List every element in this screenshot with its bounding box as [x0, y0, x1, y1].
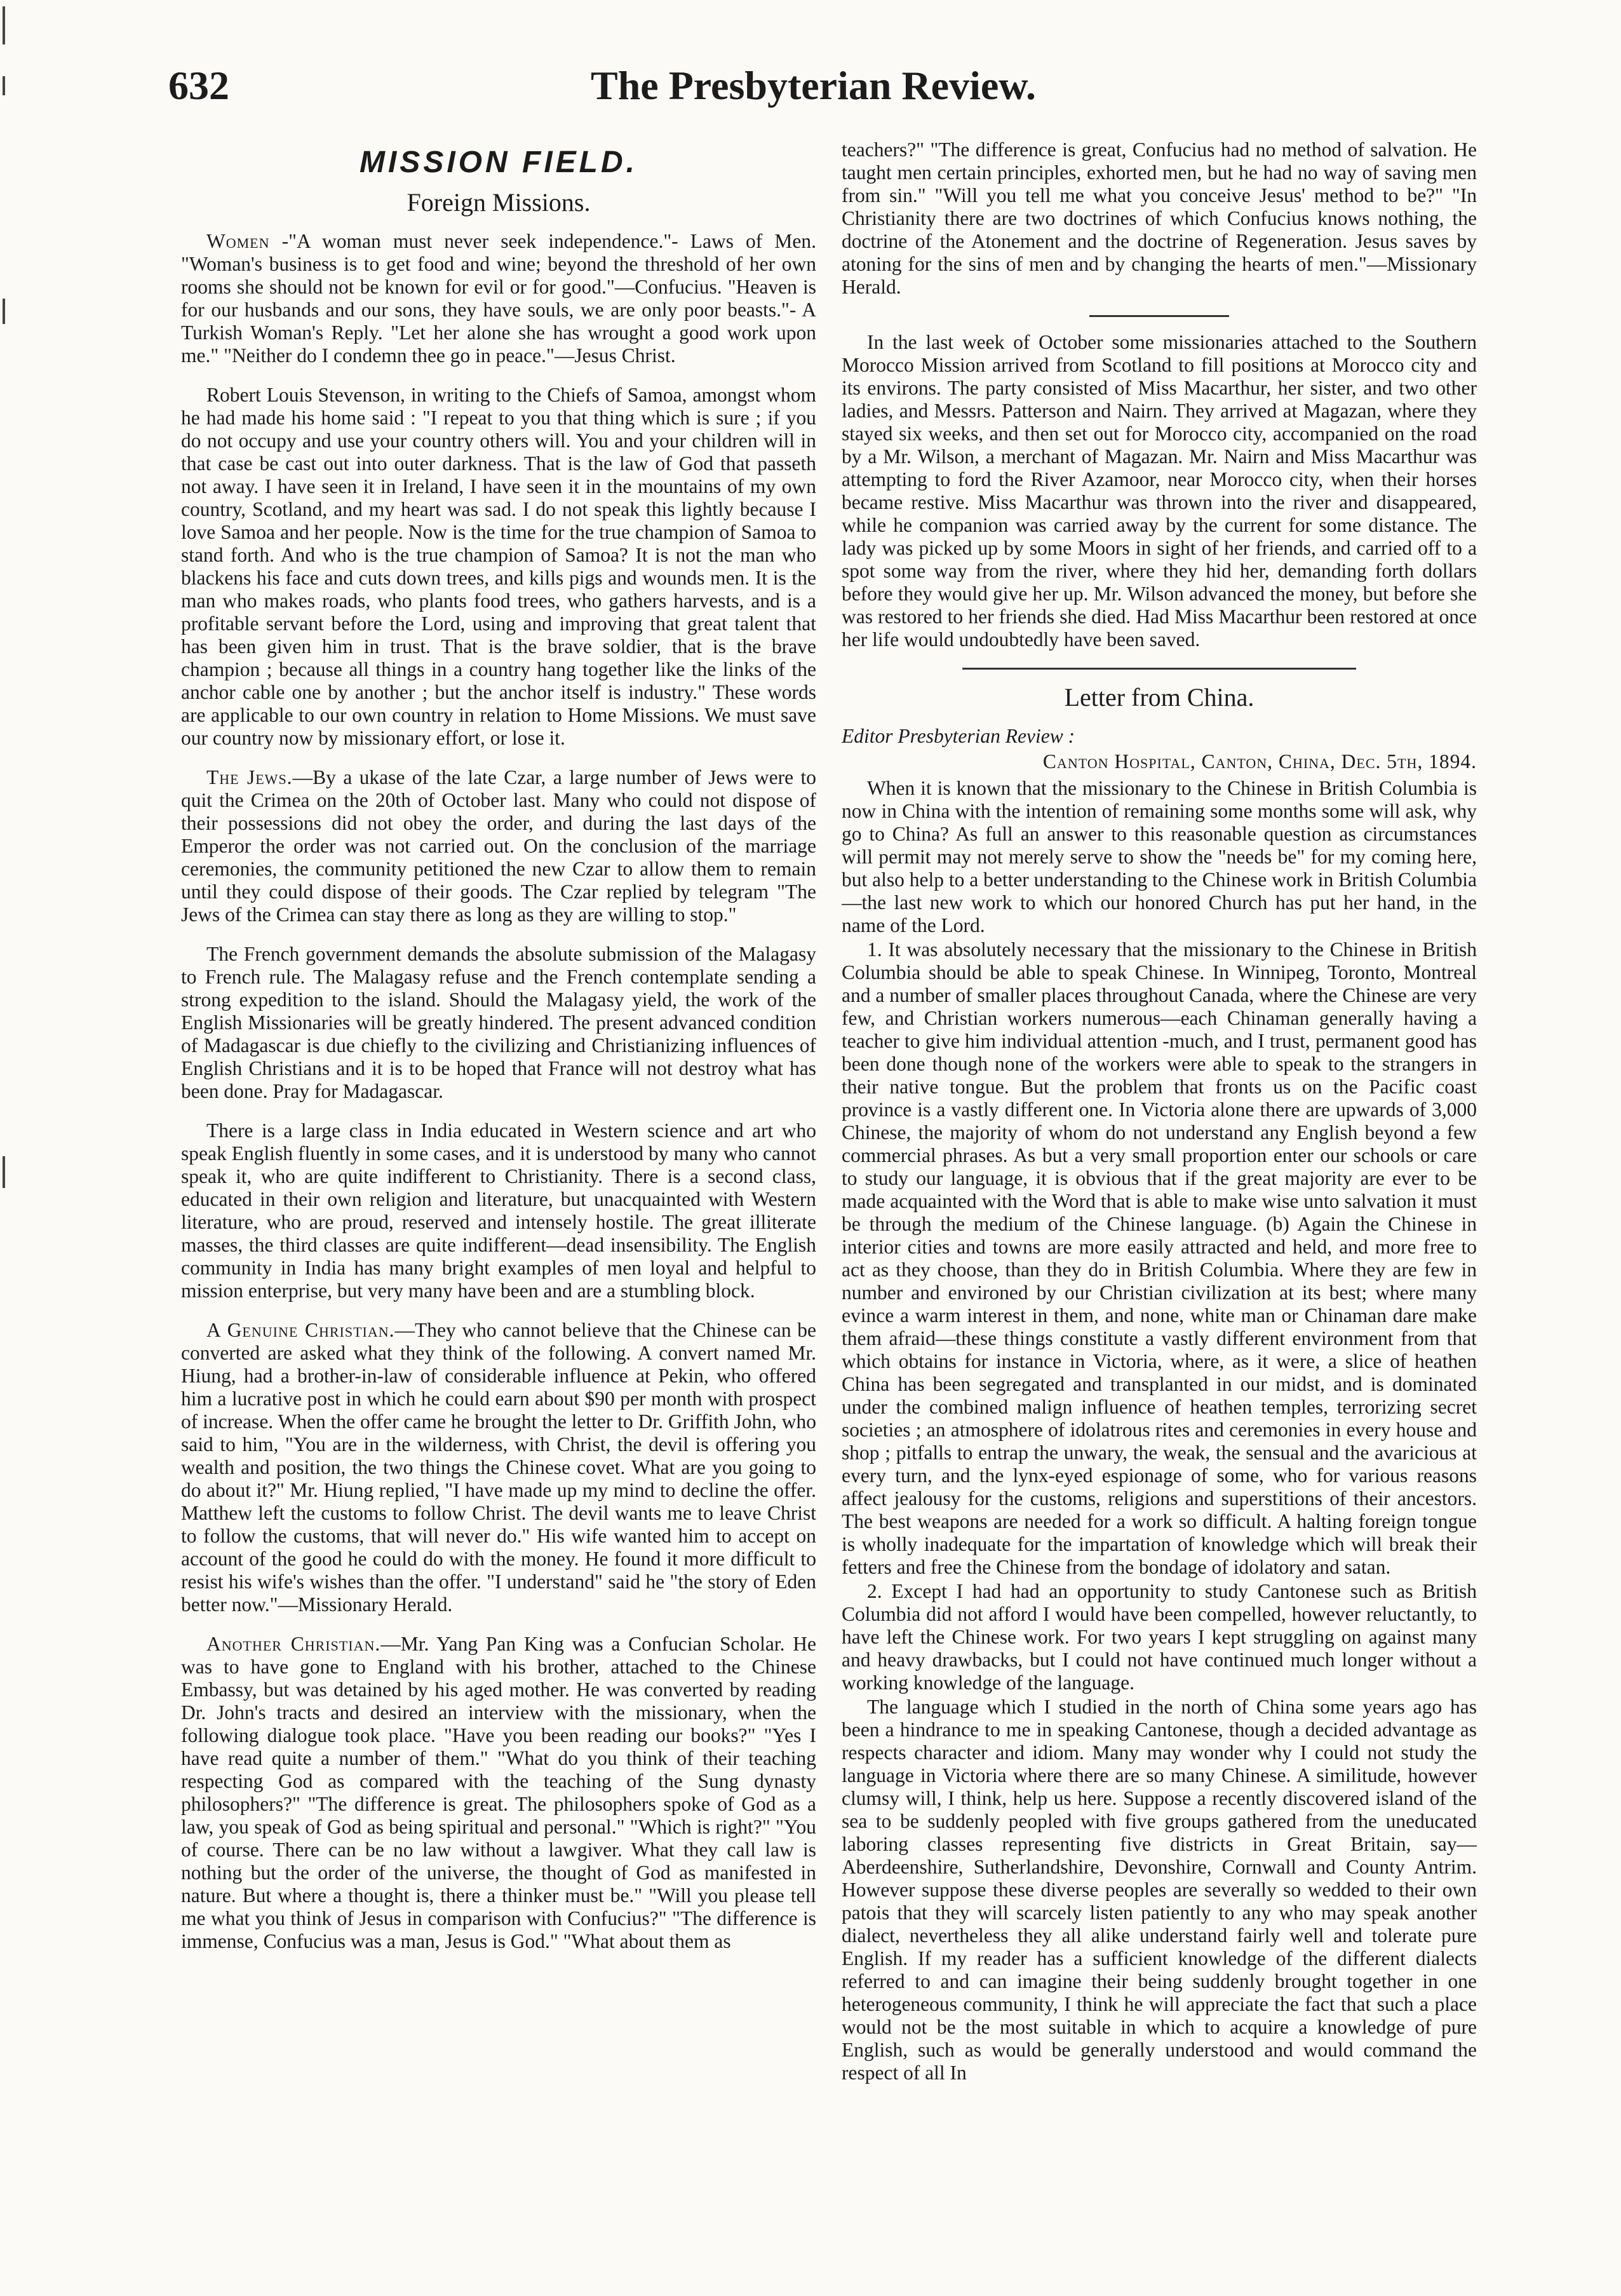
continued-paragraph: teachers?" "The difference is great, Confucius had no method of salvation. He taught men certain principles, exhorted men, but he had no way of saving men from sin." "Will you tell me what you conceive Jesus' method to be?" "In Christianity there are two doctrines of which Confucius knows nothing, the doctrine of the Atonement and the doctrine of Regeneration. Jesus saves by atoning for the sins of men and by changing the hearts of men."—Missionary Herald. [842, 138, 1477, 298]
right-column [842, 138, 1477, 2254]
genuine-christian-paragraph [181, 1319, 816, 1616]
left-margin-binding [0, 0, 19, 2296]
stevenson-paragraph: Robert Louis Stevenson, in writing to the Chiefs of Samoa, amongst whom he had made his home said : "I repeat to you that thing which is sure ; if you do not occupy and use your country others will. You and your children will in that case be cast out into outer darkness. That is the law of God that passeth not away. I have seen it in Ireland, I have seen it in the mountains of my own country, Scotland, and my heart was sad. I do not speak this lightly because I love Samoa and her people. Now is the time for the true champion of Samoa to stand forth. And who is the true champion of Samoa? It is not the man who blackens his face and cuts down trees, and kills pigs and wounds men. It is the man who makes roads, who plants food trees, who gathers harvests, and is a profitable servant before the Lord, using and improving that great talent that has been given him in trust. That is the brave soldier, that is the brave champion ; because all things in a country hang together like the links of the anchor cable one by another ; but the anchor itself is industry." These words are applicable to our own country in relation to Home Missions. We must save our country now by missionary effort, or lose it. [181, 384, 816, 749]
letter-dateline: Canton Hospital, Canton, China, Dec. 5th, 1894. [1042, 750, 1477, 773]
binding-mark [3, 76, 5, 95]
another-christian-lead: Another Christian. [206, 1633, 381, 1655]
binding-mark [3, 6, 5, 44]
madagascar-paragraph: The French government demands the absolute submission of the Malagasy to French rule. The Malagasy refuse and the French contemplate sending a strong expedition to the island. Should the Malagasy yield, the work of the English Missionaries will be greatly hindered. The present advanced condition of Madagascar is due chiefly to the civilizing and Christianizing influences of English Christians and it is to be hoped that France will not destroy what has been done. Pray for Madagascar. [181, 943, 816, 1102]
page-number: 632 [168, 63, 229, 108]
journal-title: The Presbyterian Review. [591, 63, 1036, 108]
letter-paragraph-1: When it is known that the missionary to the Chinese in British Columbia is now in China with the intention of remaining some months some will ask, why go to China? As full an answer to this reasonable question as circumstances will permit may not merely serve to show the "needs be" for my coming here, but also help to a better understanding to the Chinese work in British Columbia—the last new work to which our honored Church has put her hand, in the name of the Lord. [842, 777, 1477, 936]
women-text: -"A woman must never seek independence."- Laws of Men. "Woman's business is to get food and wine; beyond the threshold of her own rooms she should not be known for evil or for good."—Confucius. "Heaven is for our husbands and our sons, they have souls, we are only poor beasts."- A Turkish Woman's Reply. "Let her alone she has wrought a good work upon me." "Neither do I condemn thee go in peace."—Jesus Christ. [181, 230, 816, 367]
women-lead: Women [206, 230, 270, 252]
subsection-title: Foreign Missions. [407, 188, 591, 217]
section-title: MISSION FIELD. [359, 145, 638, 179]
binding-mark [3, 1156, 5, 1188]
genuine-christian-text: —They who cannot believe that the Chinese can be converted are asked what they think of the following. A convert named Mr. Hiung, had a brother-in-law of considerable influence at Pekin, who offered him a lucrative post in which he could earn about $90 per month with prospect of increase. When the offer came he brought the letter to Dr. Griffith John, who said to him, "You are in the wilderness, with Christ, the devil is offering you wealth and position, the two things the Chinese covet. What are you going to do about it?" Mr. Hiung replied, "I have made up my mind to decline the offer. Matthew left the customs to follow Christ. The devil wants me to leave Christ to follow the customs, that will never do." His wife wanted him to accept on account of the good he could do with the money. He found it more difficult to resist his wife's wishes than the offer. "I understand" said he "the story of Eden better now."—Missionary Herald. [181, 1319, 816, 1616]
letter-paragraph-4: The language which I studied in the north of China some years ago has been a hindrance to me in speaking Cantonese, though a decided advantage as respects character and idiom. Many may wonder why I could not study the language in Victoria where there are so many Chinese. A similitude, however clumsy will, I think, help us here. Suppose a recently discovered island of the sea to be suddenly peopled with five groups gathered from the uneducated laboring classes representing five districts in Great Britain, say—Aberdeenshire, Sutherlandshire, Devonshire, Cornwall and County Antrim. However suppose these diverse peoples are severally so wedded to their own patois that they will scarcely listen patiently to any who may speak another dialect, nevertheless they all alike understand fairly well and tolerate pure English. If my reader has a sufficient knowledge of the different dialects referred to and can imagine their being suddenly brought together in one heterogeneous community, I think he will appreciate the fact that such a place would not be the most suitable in which to acquire a knowledge of pure English, such as would be generally understood and would command the respect of all In [842, 1696, 1477, 2084]
section-divider [1089, 315, 1229, 317]
genuine-christian-lead: A Genuine Christian. [206, 1319, 395, 1341]
jews-lead: The Jews. [206, 766, 293, 788]
letter-paragraph-3: 2. Except I had had an opportunity to study Cantonese such as British Columbia did not afford I would have been compelled, however reluctantly, to have left the Chinese work. For two years I kept struggling on against many and heavy drawbacks, but I could not have continued much longer without a working knowledge of the language. [842, 1580, 1477, 1694]
letter-title: Letter from China. [1064, 683, 1254, 712]
morocco-paragraph: In the last week of October some missionaries attached to the Southern Morocco Mission arrived from Scotland to fill positions at Morocco city and its environs. The party consisted of Miss Macarthur, her sister, and two other ladies, and Messrs. Patterson and Nairn. They arrived at Magazan, where they stayed six weeks, and then set out for Morocco city, accompanied on the road by a Mr. Wilson, a merchant of Magazan. Mr. Nairn and Miss Macarthur was attempting to ford the River Azamoor, near Morocco city, when their horses became restive. Miss Macarthur was thrown into the river and disappeared, while he companion was carried away by the current for some distance. The lady was picked up by some Moors in sight of her friends, and carried off to a spot some way from the river, where they hid her, demanding forth dollars before they would give her up. Mr. Wilson advanced the money, but before she was restored to her friends she died. Had Miss Macarthur been restored at once her life would undoubtedly have been saved. [842, 331, 1477, 651]
section-divider-long [962, 668, 1356, 670]
jews-text: —By a ukase of the late Czar, a large number of Jews were to quit the Crimea on the 20th of October last. Many who could not dispose of their possessions did not obey the order, and during the last days of the Emperor the order was not carried out. On the conclusion of the marriage ceremonies, the community petitioned the new Czar to allow them to remain until they could dispose of their goods. The Czar replied by telegram "The Jews of the Crimea can stay there as long as they are willing to stop." [181, 766, 816, 926]
another-christian-paragraph [181, 1633, 816, 1953]
letter-paragraph-2: 1. It was absolutely necessary that the missionary to the Chinese in British Columbia should be able to speak Chinese. In Winnipeg, Toronto, Montreal and a number of smaller places throughout Canada, where the Chinese are very few, and Christian workers numerous—each Chinaman generally having a teacher to give him individual attention -much, and I trust, permanent good has been done though none of the workers were able to speak to the strangers in their native tongue. But the problem that fronts us on the Pacific coast province is a vastly different one. In Victoria alone there are upwards of 3,000 Chinese, the majority of whom do not understand any English beyond a few commercial phrases. As but a very small proportion enter our schools or care to study our language, it is obvious that if the great majority are ever to be made acquainted with the Word that is able to make wise unto salvation it must be through the medium of the Chinese language. (b) Again the Chinese in interior cities and towns are more easily attracted and held, and more free to act as they choose, than they do in British Columbia. Where they are few in number and environed by our Christian civilization at its best; where many evince a warm interest in them, and none, white man or Chinaman dare make them afraid—these things constitute a vastly different environment from that which obtains for instance in Victoria, where, as it were, a slice of heathen China has been segregated and transplanted in our midst, and is dominated under the combined malign influence of heathen temples, terrorizing secret societies ; an atmosphere of idolatrous rites and ceremonies in every house and shop ; pitfalls to entrap the unwary, the weak, the sensual and the avaricious at every turn, and the lynx-eyed espionage of some, who for various reasons affect jealousy for the customs, religions and superstitions of their ancestors. The best weapons are needed for a work so difficult. A halting foreign tongue is wholly inadequate for the impartation of knowledge which will break their fetters and free the Chinese from the bondage of idolatory and satan. [842, 938, 1477, 1578]
left-column [181, 138, 816, 2254]
women-paragraph [181, 230, 816, 367]
another-christian-text: —Mr. Yang Pan King was a Confucian Scholar. He was to have gone to England with his brother, attached to the Chinese Embassy, but was detained by his aged mother. He was converted by reading Dr. John's tracts and desired an interview with the missionary, when the following dialogue took place. "Have you been reading our books?" "Yes I have read quite a number of them." "What do you think of their teaching respecting God as compared with the teaching of the Sung dynasty philosophers?" "The difference is great. The philosophers spoke of God as a law, you speak of God as being spiritual and personal." "Which is right?" "You of course. There can be no law without a lawgiver. What they call law is nothing but the order of the universe, the thought of God as manifested in nature. But where a thought is, there a thinker must be." "Will you please tell me what you think of Jesus in comparison with Confucius?" "The difference is immense, Confucius was a man, Jesus is God." "What about them as [181, 1633, 816, 1952]
jews-paragraph [181, 766, 816, 926]
india-paragraph: There is a large class in India educated in Western science and art who speak English fluently in some cases, and it is understood by many who cannot speak it, who are quite indifferent to Christianity. There is a second class, educated in their own religion and literature, but unacquainted with Western literature, who are proud, reserved and intensely hostile. The great illiterate masses, the third classes are quite indifferent—dead insensibility. The English community in India has many bright examples of men loyal and helpful to mission enterprise, but very many have been and are a stumbling block. [181, 1119, 816, 1302]
binding-mark [3, 299, 5, 324]
editor-line: Editor Presbyterian Review : [842, 725, 1075, 747]
